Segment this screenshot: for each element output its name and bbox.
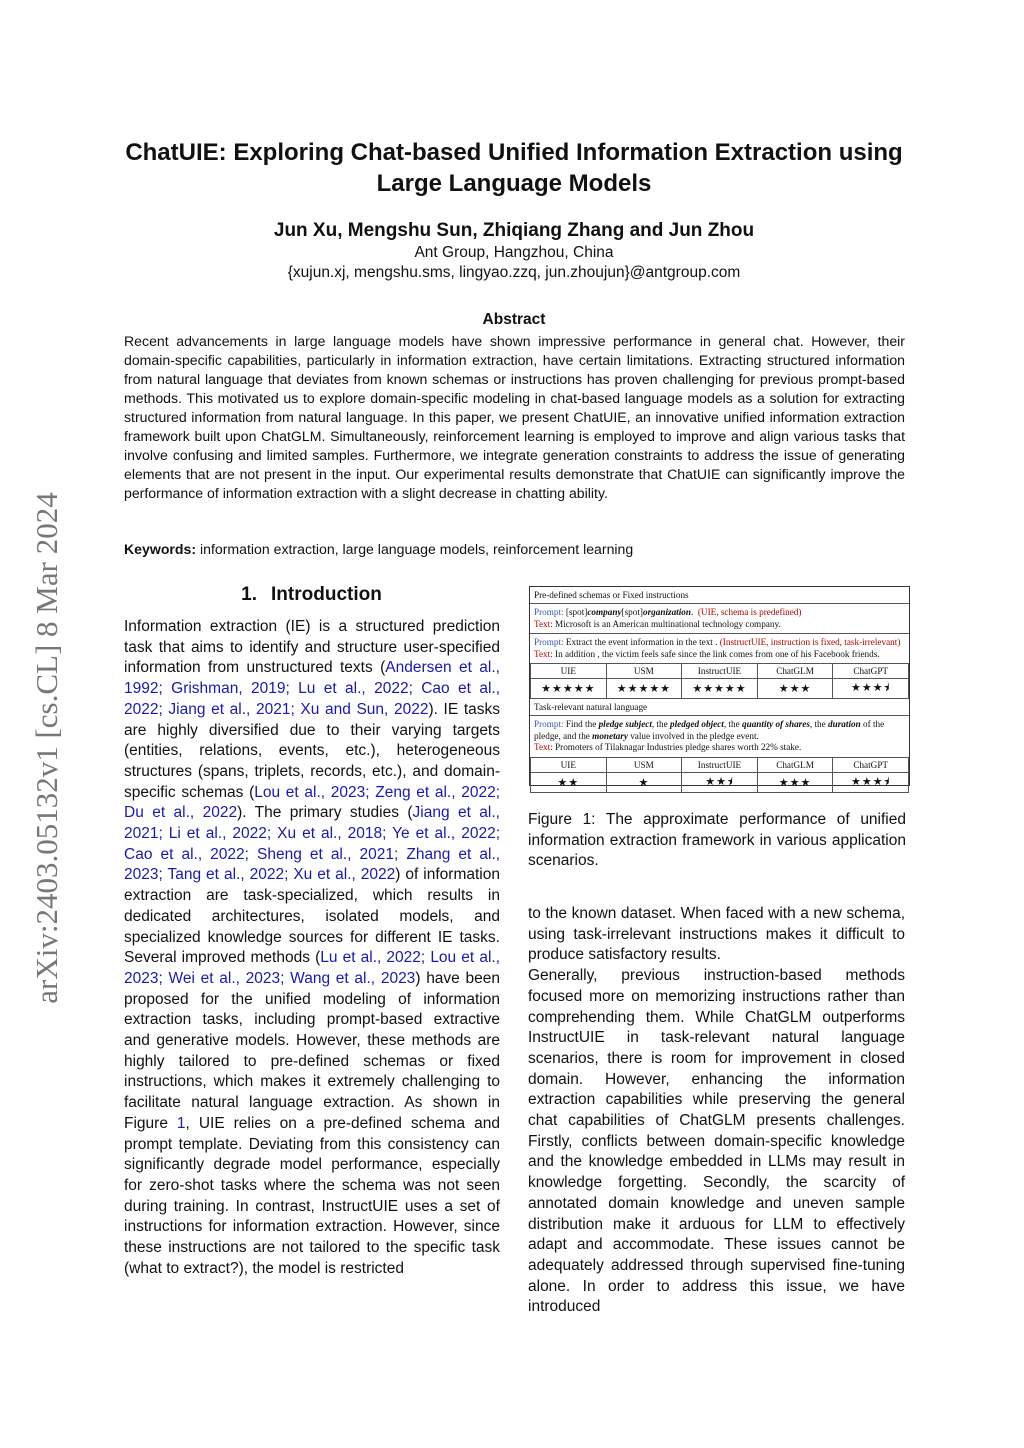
- text-label: Text:: [534, 618, 553, 629]
- model-name: UIE: [531, 664, 607, 679]
- model-name: ChatGPT: [833, 664, 909, 679]
- intro-paragraph: to the known dataset. When faced with a new schema, using task-irrelevant instructions makes it difficult to produce satisfactory results.: [528, 905, 905, 964]
- star-rating: ★★★★★: [682, 679, 758, 699]
- section-heading: [124, 584, 499, 606]
- prompt-label: Prompt:: [534, 719, 564, 729]
- ratings-table-2: [530, 757, 909, 793]
- text-run: quantity of shares: [742, 719, 810, 729]
- instr-text: In addition , the victim feels safe since the link comes from one of his Facebook friends.: [555, 648, 880, 659]
- model-name: ChatGLM: [757, 664, 833, 679]
- star-rating: ★★★★★: [606, 679, 682, 699]
- text-run: organization: [642, 607, 691, 617]
- figure-ref-link[interactable]: 1: [176, 1114, 186, 1132]
- instruct-example: [530, 634, 909, 663]
- prompt-label: Prompt:: [534, 607, 564, 617]
- text-run: value involved in the pledge event.: [627, 730, 759, 741]
- star-rating: ★★★⯨: [833, 679, 909, 699]
- figure-caption: Figure 1: The approximate performance of unified information extraction framework in various application scenarios.: [528, 811, 906, 870]
- instr-prompt: Extract the event information in the text .: [565, 637, 718, 647]
- star-rating: ★★★⯨: [833, 772, 909, 792]
- nl-text: Promoters of Tilaknagar Industries pledge shares worth 22% stake.: [555, 742, 802, 752]
- text-run: , the: [651, 719, 671, 729]
- uie-example: [530, 604, 909, 634]
- text-run: pledge subject: [598, 719, 652, 729]
- model-name: InstructUIE: [682, 664, 758, 679]
- abstract-heading: Abstract: [482, 311, 546, 328]
- abstract-text: Recent advancements in large language models have shown impressive performance in general chat. However, their domain-specific capabilities, particularly in information extraction, have certain limitations. Extracting structured information from natural language that deviates from known schemas or instructions has proven challenging for previous prompt-based methods. This motivated us to explore domain-specific modeling in chat-based language models as a solution for extracting structured information from natural language. In this paper, we present ChatUIE, an innovative unified information extraction framework built upon ChatGLM. Simultaneously, reinforcement learning is employed to improve and align various tasks that involve confusing and limited samples. Furthermore, we integrate generation constraints to address the issue of generating elements that are not present in the input. Our experimental results demonstrate that ChatUIE can significantly improve the performance of information extraction with a slight decrease in chatting ability.: [124, 333, 905, 501]
- star-rating: ★★: [531, 772, 607, 792]
- text-run: duration: [828, 719, 861, 729]
- section-title: Introduction: [271, 584, 382, 605]
- keywords-label: Keywords:: [124, 541, 197, 557]
- text-run: .: [690, 607, 694, 617]
- keywords: [124, 540, 633, 559]
- text-run: [spot]: [565, 607, 588, 617]
- text-run: monetary: [592, 730, 628, 741]
- arxiv-identifier: arXiv:2403.05132v1 [cs.CL] 8 Mar 2024: [29, 492, 64, 1004]
- uie-text: Microsoft is an American multinational technology company.: [555, 618, 781, 629]
- text-run: [spot]: [621, 607, 643, 617]
- citation-link[interactable]: Lou et al., 2023; Zeng et al., 2022; Du et al., 2022: [124, 783, 501, 822]
- model-name: InstructUIE: [682, 757, 758, 772]
- star-rating: ★★⯨: [682, 772, 758, 792]
- star-rating: ★★★: [757, 772, 833, 792]
- intro-paragraph: [124, 617, 500, 1280]
- text-run: Find the: [565, 719, 599, 729]
- ratings-table-1: [530, 663, 909, 699]
- text-run: ). IE tasks are highly diversified due to their varying targets (entities, relations, events, etc.), heterogeneous structures (spans, triplets, records, etc.), and domain-specific schemas (: [124, 700, 500, 801]
- paper-title: ChatUIE: Exploring Chat-based Unified Information Extraction using Large Language Models: [125, 139, 903, 197]
- model-name: ChatGLM: [757, 757, 833, 772]
- nl-example: [530, 716, 909, 757]
- text-run: of the pledge, and the: [534, 719, 885, 741]
- star-rating: ★: [606, 772, 682, 792]
- model-name: UIE: [531, 757, 607, 772]
- citation-link[interactable]: Andersen et al., 1992; Grishman, 2019; Lu et al., 2022; Cao et al., 2022; Jiang et al., 2021; Xu and Sun, 2022: [124, 659, 500, 718]
- uie-note: (UIE, schema is predefined): [697, 607, 802, 617]
- text-run: Information extraction (IE) is a structured prediction task that aims to identify and structure user-specified information from unstructured texts (: [124, 618, 500, 677]
- prompt-label: Prompt:: [534, 637, 564, 647]
- text-run: company: [587, 607, 622, 617]
- intro-left-column: [124, 617, 500, 1280]
- intro-paragraph: Generally, previous instruction-based methods focused more on memorizing instructions rather than comprehending them. While ChatGLM outperforms InstructUIE in task-relevant natural language scenarios, there is room for improvement in closed domain. However, enhancing the information extraction capabilities while preserving the general chat capabilities of ChatGLM presents challenges. Firstly, conflicts between domain-specific knowledge and the knowledge embedded in LLMs may result in knowledge forgetting. Secondly, the scarcity of annotated domain knowledge and uneven sample distribution make it arduous for LLM to effectively adapt and accommodate. These issues cannot be adequately addressed through supervised fine-tuning alone. In order to address this issue, we have introduced: [528, 967, 905, 1316]
- model-name: USM: [606, 757, 682, 772]
- citation-link[interactable]: Lu et al., 2022; Lou et al., 2023; Wei et al., 2023; Wang et al., 2023: [124, 949, 500, 987]
- star-rating: ★★★★★: [531, 679, 607, 699]
- section-number: 1.: [241, 584, 258, 605]
- star-rating: ★★★: [757, 679, 833, 699]
- model-name: USM: [606, 664, 682, 679]
- citation-link[interactable]: Jiang et al., 2021; Li et al., 2022; Xu et al., 2018; Ye et al., 2022; Cao et al., 2022; Sheng et al., 2021; Zhang et al., 2023; Tang et al., 2022; Xu et al., 2022: [124, 804, 500, 884]
- keywords-text: information extraction, large language models, reinforcement learning: [199, 541, 634, 557]
- text-label: Text:: [534, 648, 553, 659]
- text-run: , the: [809, 719, 829, 729]
- figure-1: [529, 586, 910, 789]
- text-run: ). The primary studies (: [237, 804, 413, 822]
- figure-section-title: Task-relevant natural language: [530, 699, 909, 716]
- text-run: ) have been proposed for the unified modeling of information extraction tasks, including prompt-based extractive and generative models. However, these methods are highly tailored to pre-defined schemas or fixed instructions, which makes it extremely challenging to facilitate natural language extraction. As shown in Figure: [124, 969, 500, 1132]
- text-run: ) of information extraction are task-specialized, which results in dedicated architectures, isolated models, and specialized knowledge sources for different IE tasks. Several improved methods (: [124, 866, 500, 967]
- intro-right-column: [528, 904, 905, 1318]
- text-run: , the: [723, 719, 742, 729]
- text-label: Text:: [534, 742, 553, 752]
- emails: {xujun.xj, mengshu.sms, lingyao.zzq, jun.zhoujun}@antgroup.com: [287, 264, 741, 281]
- affiliation: Ant Group, Hangzhou, China: [414, 244, 614, 261]
- instr-note: (InstructUIE, instruction is fixed, task-irrelevant): [719, 637, 901, 647]
- text-run: pledged object: [670, 719, 724, 729]
- text-run: , UIE relies on a pre-defined schema and prompt template. Deviating from this consistency can significantly degrade model performance, especially for zero-shot tasks where the schema was not seen during training. In contrast, InstructUIE uses a set of instructions for information extraction. However, since these instructions are not tailored to the specific task (what to extract?), the model is restricted: [124, 1114, 500, 1277]
- authors: Jun Xu, Mengshu Sun, Zhiqiang Zhang and Jun Zhou: [273, 220, 755, 241]
- model-name: ChatGPT: [833, 757, 909, 772]
- figure-section-title: Pre-defined schemas or Fixed instructions: [530, 587, 909, 604]
